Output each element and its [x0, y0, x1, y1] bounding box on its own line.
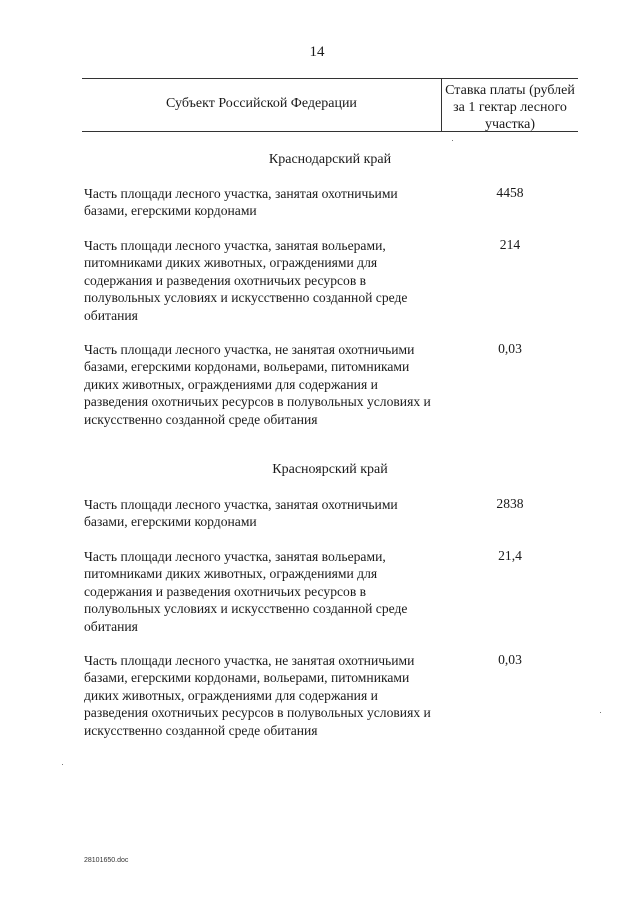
row-description: Часть площади лесного участка, занятая охотничьими базами, егерскими кордонами [84, 497, 398, 530]
row-description: Часть площади лесного участка, занятая охотничьими базами, егерскими кордонами [84, 186, 398, 219]
row-rate: 214 [499, 237, 521, 252]
header-rate-label: Ставка платы (рублей за 1 гектар лесного участка) [445, 83, 575, 132]
header-top-rule [82, 78, 578, 79]
row-description: Часть площади лесного участка, не занятая охотничьими базами, егерскими кордонами, вольерами, питомниками диких животных, ограждениями для содержания и разведения охотничьих ресурсов в полувольных условиях и искусственно созданной среде обитания [84, 342, 431, 427]
row-rate: 2838 [496, 496, 524, 511]
row-description: Часть площади лесного участка, не занятая охотничьими базами, егерскими кордонами, вольерами, питомниками диких животных, ограждениями для содержания и разведения охотничьих ресурсов в полувольных условиях и искусственно созданной среде обитания [84, 653, 431, 738]
row-rate: 0,03 [498, 652, 522, 667]
footer-filename: 28101650.doc [84, 857, 129, 864]
region-title: Краснодарский край [268, 152, 392, 167]
row-rate: 0,03 [498, 341, 522, 356]
row-description: Часть площади лесного участка, занятая вольерами, питомниками диких животных, ограждениями для содержания и разведения охотничьих ресурсов в полувольных условиях и искусственно созданной среде обитания [84, 238, 408, 323]
header-subject-label: Субъект Российской Федерации [166, 96, 357, 111]
row-description: Часть площади лесного участка, занятая вольерами, питомниками диких животных, ограждениями для содержания и разведения охотничьих ресурсов в полувольных условиях и искусственно созданной среде обитания [84, 549, 408, 634]
row-rate: 4458 [496, 185, 524, 200]
region-title: Красноярский край [272, 462, 388, 477]
page-number: 14 [309, 44, 325, 60]
scan-speck [62, 764, 63, 765]
scan-speck [452, 140, 453, 141]
scan-speck [600, 712, 601, 713]
row-rate: 21,4 [498, 548, 522, 563]
header-bottom-rule [82, 131, 578, 132]
